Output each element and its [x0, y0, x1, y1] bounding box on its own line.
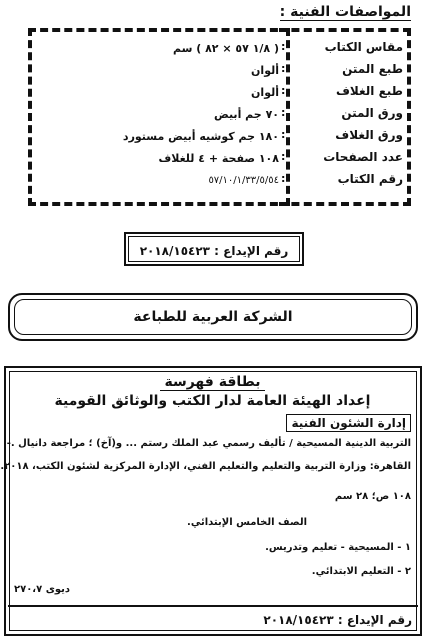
company-name: الشركة العربية للطباعة — [14, 299, 412, 335]
spec-value-book-number: ٥٧/١٠/١/٣٣/٥/٥٤ — [208, 175, 279, 186]
dewey-number: ديوى ٢٧٠،٧ — [14, 584, 71, 595]
catalog-card-title: بطاقة فهرسة — [0, 374, 425, 390]
spec-label-size: مقاس الكتاب : — [281, 40, 403, 54]
spec-label-cover-paper: ورق الغلاف : — [281, 128, 403, 142]
catalog-entry-publisher: القاهرة: وزارة التربية والتعليم والتعليم الفني، الإدارة المركزية لشئون الكتب، ٢٠١٨. — [0, 461, 411, 472]
catalog-entry-grade: الصف الخامس الإبتدائي. — [187, 517, 307, 528]
specs-title: المواصفات الفنية : — [279, 4, 411, 20]
spec-label-book-number: رقم الكتاب : — [281, 172, 403, 186]
specs-labels — [281, 36, 403, 190]
spec-label-pages: عدد الصفحات : — [281, 150, 403, 164]
catalog-entry-title: التربية الدينية المسيحية / تأليف رسمي عبد الملك رستم ... و(آخ) ؛ مراجعة دانيال .- — [6, 438, 411, 449]
spec-value-body-print: ألوان — [251, 64, 279, 77]
company-banner — [8, 293, 418, 341]
catalog-card-department: إدارة الشئون الفنية — [286, 414, 411, 432]
spec-value-pages: ١٠٨ صفحة + ٤ للغلاف — [158, 152, 279, 165]
spec-label-cover-print: طبع الغلاف : — [281, 84, 403, 98]
spec-value-cover-print: ألوان — [251, 86, 279, 99]
catalog-deposit-number: رقم الإيداع : ٢٠١٨/١٥٤٢٣ — [8, 605, 418, 627]
spec-value-cover-paper: ١٨٠ جم كوشيه أبيض مستورد — [122, 130, 279, 143]
catalog-entry-physical: ١٠٨ ص؛ ٢٨ سم — [334, 491, 411, 502]
specs-values — [47, 38, 279, 192]
spec-label-body-paper: ورق المتن : — [281, 106, 403, 120]
catalog-entry-subject-1: ١ - المسيحية - تعليم وتدريس. — [265, 542, 411, 553]
catalog-card-organization: إعداد الهيئة العامة لدار الكتب والوثائق القومية — [54, 393, 371, 409]
deposit-number-box — [124, 232, 304, 266]
deposit-number-text: رقم الإيداع : ٢٠١٨/١٥٤٢٣ — [128, 236, 300, 262]
spec-label-body-print: طبع المتن : — [281, 62, 403, 76]
spec-value-size: ( ١/٨ ٥٧ × ٨٢ ) سم — [172, 42, 279, 55]
catalog-entry-subject-2: ٢ - التعليم الابتدائي. — [311, 566, 411, 577]
spec-value-body-paper: ٧٠ جم أبيض — [213, 108, 279, 121]
